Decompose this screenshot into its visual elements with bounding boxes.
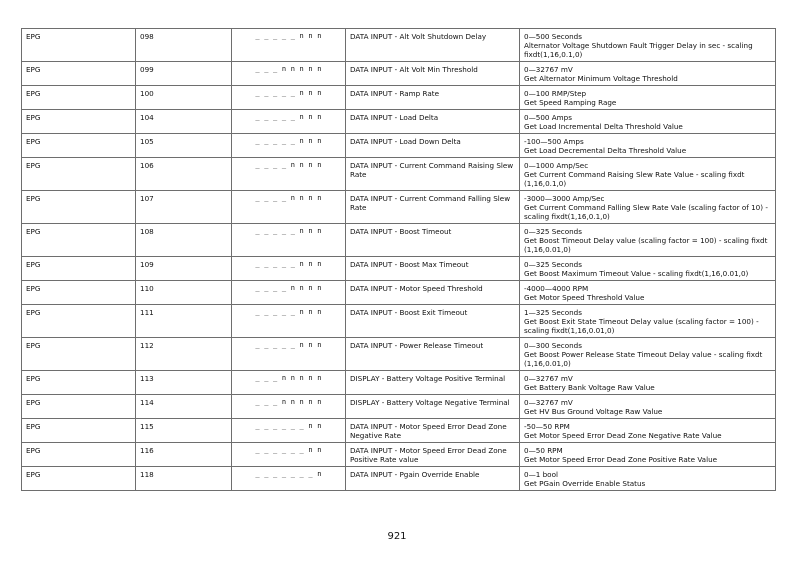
description-text: Get Boost Timeout Delay value (scaling factor = 100) - scaling fixdt (1,16,0.01,0) [524, 236, 768, 254]
parameter-name-cell: DATA INPUT - Motor Speed Error Dead Zone Negative Rate [346, 419, 520, 443]
table-row [22, 62, 776, 86]
range-description-cell [520, 338, 776, 371]
parameter-name-cell: DATA INPUT - Load Delta [346, 110, 520, 134]
module-cell: EPG [22, 443, 136, 467]
parameter-number-cell: 109 [136, 257, 232, 281]
format-mask-cell: _ _ _ _ _ _ n n [232, 419, 346, 443]
description-text: Get Boost Exit State Timeout Delay value (scaling factor = 100) - scaling fixdt(1,16,0.01,0) [524, 317, 759, 335]
range-text: 0—100 RMP/Step [524, 89, 587, 98]
parameter-number-cell: 118 [136, 467, 232, 491]
parameter-name-cell: DATA INPUT - Motor Speed Threshold [346, 281, 520, 305]
format-mask-cell: _ _ _ _ _ _ n n [232, 443, 346, 467]
range-description-cell [520, 29, 776, 62]
table-row [22, 281, 776, 305]
range-text: 0—1 bool [524, 470, 558, 479]
format-mask-cell: _ _ _ _ n n n n [232, 158, 346, 191]
format-mask-cell: _ _ _ _ _ _ _ n [232, 467, 346, 491]
format-mask-cell: _ _ _ n n n n n [232, 395, 346, 419]
parameter-name-cell: DATA INPUT - Motor Speed Error Dead Zone Positive Rate value [346, 443, 520, 467]
parameter-name-cell: DATA INPUT - Boost Max Timeout [346, 257, 520, 281]
table-row [22, 257, 776, 281]
page-number: 921 [387, 531, 407, 542]
description-text: Get Boost Maximum Timeout Value - scaling fixdt(1,16,0.01,0) [524, 269, 749, 278]
parameter-table [21, 28, 776, 491]
module-cell: EPG [22, 395, 136, 419]
table-row [22, 158, 776, 191]
module-cell: EPG [22, 86, 136, 110]
range-description-cell [520, 443, 776, 467]
table-row [22, 29, 776, 62]
description-text: Get Alternator Minimum Voltage Threshold [524, 74, 678, 83]
range-description-cell [520, 191, 776, 224]
parameter-number-cell: 116 [136, 443, 232, 467]
parameter-name-cell: DATA INPUT - Boost Timeout [346, 224, 520, 257]
module-cell: EPG [22, 257, 136, 281]
table-row [22, 86, 776, 110]
format-mask-cell: _ _ _ _ _ n n n [232, 224, 346, 257]
parameter-number-cell: 104 [136, 110, 232, 134]
module-cell: EPG [22, 134, 136, 158]
module-cell: EPG [22, 338, 136, 371]
parameter-number-cell: 110 [136, 281, 232, 305]
description-text: Get Battery Bank Voltage Raw Value [524, 383, 655, 392]
range-text: -4000—4000 RPM [524, 284, 589, 293]
parameter-name-cell: DATA INPUT - Current Command Falling Slew Rate [346, 191, 520, 224]
description-text: Get Load Decremental Delta Threshold Value [524, 146, 687, 155]
parameter-name-cell: DATA INPUT - Alt Volt Shutdown Delay [346, 29, 520, 62]
module-cell: EPG [22, 467, 136, 491]
format-mask-cell: _ _ _ _ _ n n n [232, 338, 346, 371]
table-row [22, 110, 776, 134]
format-mask-cell: _ _ _ n n n n n [232, 371, 346, 395]
module-cell: EPG [22, 281, 136, 305]
format-mask-cell: _ _ _ _ _ n n n [232, 305, 346, 338]
description-text: Get Boost Power Release State Timeout Delay value - scaling fixdt (1,16,0.01,0) [524, 350, 763, 368]
table-row [22, 338, 776, 371]
parameter-number-cell: 113 [136, 371, 232, 395]
module-cell: EPG [22, 29, 136, 62]
parameter-number-cell: 111 [136, 305, 232, 338]
range-text: 0—325 Seconds [524, 227, 582, 236]
format-mask-cell: _ _ _ _ _ n n n [232, 29, 346, 62]
range-text: 0—32767 mV [524, 374, 573, 383]
range-description-cell [520, 281, 776, 305]
module-cell: EPG [22, 224, 136, 257]
format-mask-cell: _ _ _ _ n n n n [232, 281, 346, 305]
table-row [22, 191, 776, 224]
range-description-cell [520, 86, 776, 110]
range-description-cell [520, 257, 776, 281]
range-text: 0—1000 Amp/Sec [524, 161, 589, 170]
range-description-cell [520, 467, 776, 491]
range-description-cell [520, 134, 776, 158]
range-text: 0—300 Seconds [524, 341, 582, 350]
format-mask-cell: _ _ _ _ _ n n n [232, 257, 346, 281]
parameter-name-cell: DATA INPUT - Ramp Rate [346, 86, 520, 110]
format-mask-cell: _ _ _ _ n n n n [232, 191, 346, 224]
parameter-number-cell: 100 [136, 86, 232, 110]
table-row [22, 419, 776, 443]
range-text: -3000—3000 Amp/Sec [524, 194, 605, 203]
range-text: 0—500 Seconds [524, 32, 582, 41]
parameter-number-cell: 112 [136, 338, 232, 371]
parameter-name-cell: DISPLAY - Battery Voltage Positive Terminal [346, 371, 520, 395]
range-text: 1—325 Seconds [524, 308, 582, 317]
parameter-table-body [22, 29, 776, 491]
parameter-name-cell: DATA INPUT - Current Command Raising Slew Rate [346, 158, 520, 191]
format-mask-cell: _ _ _ _ _ n n n [232, 86, 346, 110]
table-row [22, 395, 776, 419]
module-cell: EPG [22, 419, 136, 443]
range-description-cell [520, 419, 776, 443]
module-cell: EPG [22, 191, 136, 224]
parameter-number-cell: 107 [136, 191, 232, 224]
module-cell: EPG [22, 158, 136, 191]
range-description-cell [520, 305, 776, 338]
parameter-name-cell: DATA INPUT - Power Release Timeout [346, 338, 520, 371]
range-text: 0—32767 mV [524, 398, 573, 407]
parameter-name-cell: DATA INPUT - Load Down Delta [346, 134, 520, 158]
format-mask-cell: _ _ _ _ _ n n n [232, 134, 346, 158]
module-cell: EPG [22, 110, 136, 134]
range-text: -100—500 Amps [524, 137, 584, 146]
parameter-number-cell: 106 [136, 158, 232, 191]
range-description-cell [520, 395, 776, 419]
range-text: 0—500 Amps [524, 113, 572, 122]
table-row [22, 305, 776, 338]
description-text: Alternator Voltage Shutdown Fault Trigger Delay in sec - scaling fixdt(1,16,0.1,0) [524, 41, 753, 59]
description-text: Get Speed Ramping Rage [524, 98, 617, 107]
description-text: Get Motor Speed Error Dead Zone Positive Rate Value [524, 455, 718, 464]
description-text: Get Load Incremental Delta Threshold Value [524, 122, 683, 131]
parameter-name-cell: DATA INPUT - Boost Exit Timeout [346, 305, 520, 338]
module-cell: EPG [22, 371, 136, 395]
table-row [22, 224, 776, 257]
description-text: Get Motor Speed Error Dead Zone Negative Rate Value [524, 431, 722, 440]
range-text: -50—50 RPM [524, 422, 570, 431]
parameter-name-cell: DATA INPUT - Alt Volt Min Threshold [346, 62, 520, 86]
parameter-name-cell: DISPLAY - Battery Voltage Negative Terminal [346, 395, 520, 419]
range-description-cell [520, 62, 776, 86]
table-row [22, 371, 776, 395]
module-cell: EPG [22, 305, 136, 338]
description-text: Get Current Command Raising Slew Rate Value - scaling fixdt (1,16,0.1,0) [524, 170, 745, 188]
range-description-cell [520, 224, 776, 257]
parameter-number-cell: 108 [136, 224, 232, 257]
table-row [22, 467, 776, 491]
description-text: Get PGain Override Enable Status [524, 479, 646, 488]
parameter-number-cell: 099 [136, 62, 232, 86]
parameter-name-cell: DATA INPUT - Pgain Override Enable [346, 467, 520, 491]
parameter-number-cell: 105 [136, 134, 232, 158]
range-text: 0—50 RPM [524, 446, 563, 455]
range-text: 0—325 Seconds [524, 260, 582, 269]
parameter-number-cell: 114 [136, 395, 232, 419]
range-description-cell [520, 110, 776, 134]
parameter-number-cell: 098 [136, 29, 232, 62]
module-cell: EPG [22, 62, 136, 86]
parameter-number-cell: 115 [136, 419, 232, 443]
description-text: Get Current Command Falling Slew Rate Vale (scaling factor of 10) - scaling fixdt(1,16,0.1,0) [524, 203, 768, 221]
description-text: Get HV Bus Ground Voltage Raw Value [524, 407, 663, 416]
range-description-cell [520, 158, 776, 191]
range-description-cell [520, 371, 776, 395]
description-text: Get Motor Speed Threshold Value [524, 293, 645, 302]
format-mask-cell: _ _ _ n n n n n [232, 62, 346, 86]
format-mask-cell: _ _ _ _ _ n n n [232, 110, 346, 134]
range-text: 0—32767 mV [524, 65, 573, 74]
table-row [22, 443, 776, 467]
table-row [22, 134, 776, 158]
